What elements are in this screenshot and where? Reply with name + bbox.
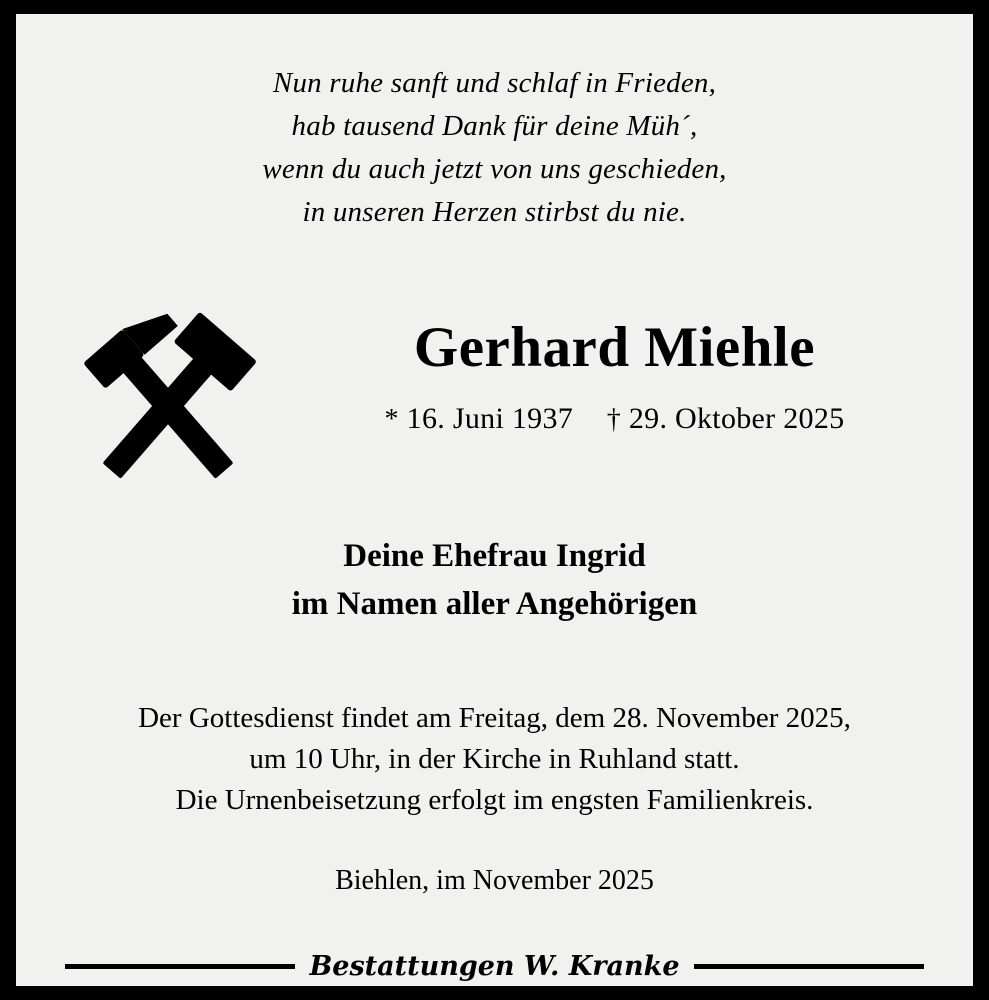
verse-line-3: wenn du auch jetzt von uns geschieden,	[262, 153, 727, 185]
undertaker-name: Bestattungen W. Kranke	[309, 951, 680, 982]
verse-line-4: in unseren Herzen stirbst du nie.	[302, 196, 687, 228]
verse-line-1: Nun ruhe sanft und schlaf in Frieden,	[272, 67, 717, 99]
undertaker-footer	[16, 951, 973, 982]
service-line-2: um 10 Uhr, in der Kirche in Ruhland statt.	[249, 743, 740, 775]
place-and-date: Biehlen, im November 2025	[335, 865, 654, 896]
crossed-hammer-and-mallet-icon	[58, 306, 278, 506]
deceased-name: Gerhard Miehle	[413, 316, 816, 379]
notice-inner	[16, 14, 973, 986]
birth-date: 16. Juni 1937	[406, 402, 574, 435]
verse-line-2: hab tausend Dank für deine Müh´,	[291, 110, 698, 142]
death-symbol: †	[606, 404, 622, 435]
service-details	[16, 698, 973, 821]
divider-right	[694, 964, 924, 969]
service-line-1: Der Gottesdienst findet am Freitag, dem 28. November 2025,	[138, 702, 851, 734]
family-line-2: im Namen aller Angehörigen	[291, 586, 698, 622]
name-block	[16, 306, 973, 516]
verse-block	[16, 14, 973, 234]
birth-symbol: *	[384, 404, 399, 435]
family-block	[16, 532, 973, 628]
service-line-3: Die Urnenbeisetzung erfolgt im engsten Familienkreis.	[175, 784, 814, 816]
family-line-1: Deine Ehefrau Ingrid	[343, 538, 646, 574]
life-dates	[296, 402, 933, 436]
death-date: 29. Oktober 2025	[628, 402, 845, 435]
divider-left	[65, 964, 295, 969]
name-area	[296, 316, 933, 436]
